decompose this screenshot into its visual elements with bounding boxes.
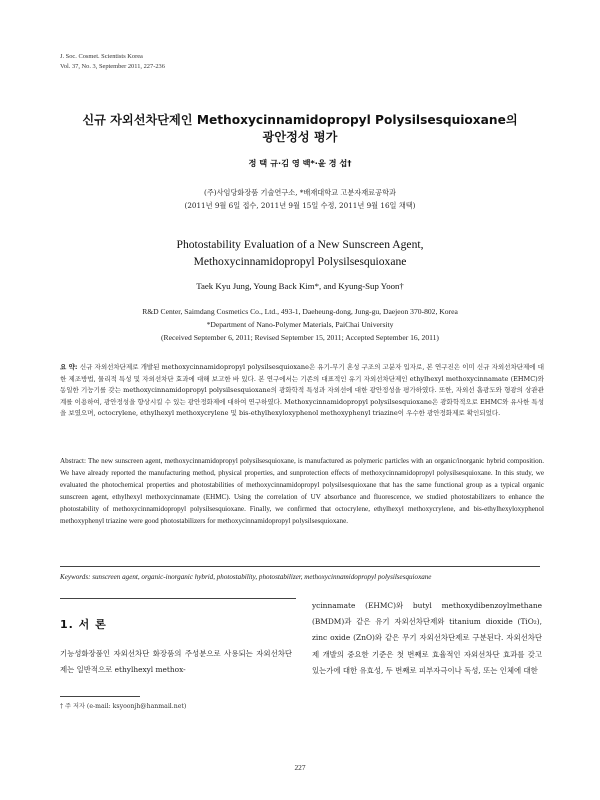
- english-affiliation-line-2: *Department of Nano-Polymer Materials, PaiChai University: [206, 320, 394, 329]
- english-title-line-2: Methoxycinnamidopropyl Polysilsesquioxane: [193, 255, 407, 268]
- english-title-line-1: Photostability Evaluation of a New Sunscreen Agent,: [176, 238, 424, 251]
- english-received-dates: (Received September 6, 2011; Revised September 15, 2011; Accepted September 16, 2011): [161, 333, 439, 342]
- keywords-text: sunscreen agent, organic-inorganic hybrid, photostability, photostabilizer, methoxycinnamidopropyl polysilsesquioxane: [92, 573, 432, 581]
- footnote-rule: [60, 696, 140, 697]
- english-abstract: [60, 456, 544, 527]
- korean-authors: 정 택 규·김 영 백*·윤 경 섭†: [248, 158, 352, 168]
- page-number: 227: [294, 763, 306, 772]
- body-text-left-column: 기능성화장품인 자외선차단 화장품의 주성분으로 사용되는 자외선차단제는 일반적으로 ethylhexyl methox-: [60, 649, 292, 675]
- keywords-bottom-rule: [60, 598, 296, 599]
- section-heading-introduction: 1. 서 론: [60, 618, 107, 631]
- journal-name: J. Soc. Cosmet. Scientists Korea: [60, 53, 143, 60]
- korean-abstract: [60, 362, 544, 420]
- keywords: [60, 572, 540, 583]
- footnote-corresponding-author: † 주 저자 (e-mail: ksyoonjh@hanmail.net): [60, 703, 187, 710]
- english-affiliation-line-1: R&D Center, Saimdang Cosmetics Co., Ltd., 493-1, Daeheung-dong, Jung-gu, Daejeon 370-802, Korea: [142, 307, 458, 316]
- english-affiliation: [0, 305, 600, 344]
- english-abstract-label: Abstract:: [60, 457, 89, 465]
- korean-title: [50, 112, 550, 146]
- korean-abstract-label: 요 약:: [60, 363, 80, 371]
- journal-header: [60, 52, 165, 71]
- english-abstract-text: The new sunscreen agent, methoxycinnamidopropyl polysilsesquioxane, is manufactured as polymeric particles with an organic/inorganic hybrid composition. We have already reported the manufacturing method, physical properties, and sunprotection effects of methoxycinnamidopropyl polysilsesquioxane. In this study, we evaluated the photochemical properties and photostabilities of methoxycinnamidopropyl polysilsesquioxane that has the same functional group as a typical organic sunscreen agent, ethylhexyl methoxycinnamate (EHMC). Using the correlation of UV absorbance and fluorescence, we studied photostabilizers to enhance the photostability of methoxycinnamidopropyl polysilsesquioxane. Finally, we confirmed that octocrylene, ethylhexyl methoxycrylene, and bis-ethylhexyloxyphenol methoxyphenyl triazine were good photostabilizers for methoxycinnamidopropyl polysilsesquioxane.: [60, 457, 544, 525]
- korean-received-dates: (2011년 9월 6일 접수, 2011년 9월 15일 수정, 2011년 9월 16일 채택): [184, 201, 416, 210]
- english-title: [0, 236, 600, 270]
- korean-title-line-1: 신규 자외선차단제인 Methoxycinnamidopropyl Polysilsesquioxane의: [82, 113, 518, 127]
- korean-abstract-text: 신규 자외선차단제로 개발된 methoxycinnamidopropyl polysilsesquioxane은 유기-무기 혼성 구조의 고분자 입자로, 본 연구진은 이미 신규 자외선차단제에 대한 제조방법, 물리적 특성 및 자외선차단 효과에 대해 보고한 바 있다. 본 연구에서는 기존의 대표적인 유기 자외선차단제인 ethylhexyl methoxycinnamate (EHMC)와 동일한 기능기를 갖는 methoxycinnamidopropyl polysilsesquioxane의 광화학적 특성과 자외선에 대한 광안정성을 평가하였다. 또한, 자외선 흡광도와 형광의 상관관계를 이용하여, 광안정성을 향상시킬 수 있는 광안정화제에 대하여 연구하였다. Methoxycinnamidopropyl polysilsesquioxane은 광화학적으로 EHMC와 유사한 특성을 보였으며, octocrylene, ethylhexyl methoxycrylene 및 bis-ethylhexyloxyphenol methoxyphenyl triazine이 우수한 광안정화제로 확인되었다.: [60, 363, 544, 417]
- english-authors: Taek Kyu Jung, Young Back Kim*, and Kyung-Sup Yoon†: [196, 281, 404, 291]
- keywords-top-rule: [60, 566, 540, 567]
- korean-title-line-2: 광안정성 평가: [262, 130, 338, 144]
- korean-affiliation: [0, 186, 600, 212]
- journal-volume: Vol. 37, No. 3, September 2011, 227-236: [60, 62, 165, 70]
- keywords-label: Keywords:: [60, 573, 93, 581]
- korean-affiliation-line-1: (주)사임당화장품 기술연구소, *배재대학교 고분자재료공학과: [204, 188, 396, 197]
- body-text-right-column: ycinnamate (EHMC)와 butyl methoxydibenzoylmethane (BMDM)과 같은 유기 자외선차단제와 titanium dioxide (TiO₂), zinc oxide (ZnO)와 같은 무기 자외선차단제로 구분된다. 자외선차단제 개발의 중요한 기준은 첫 번째로 효율적인 자외선차단 효과를 갖고 있는가에 대한 유효성, 두 번째로 피부자극이나 독성, 또는 인체에 대한: [312, 601, 542, 675]
